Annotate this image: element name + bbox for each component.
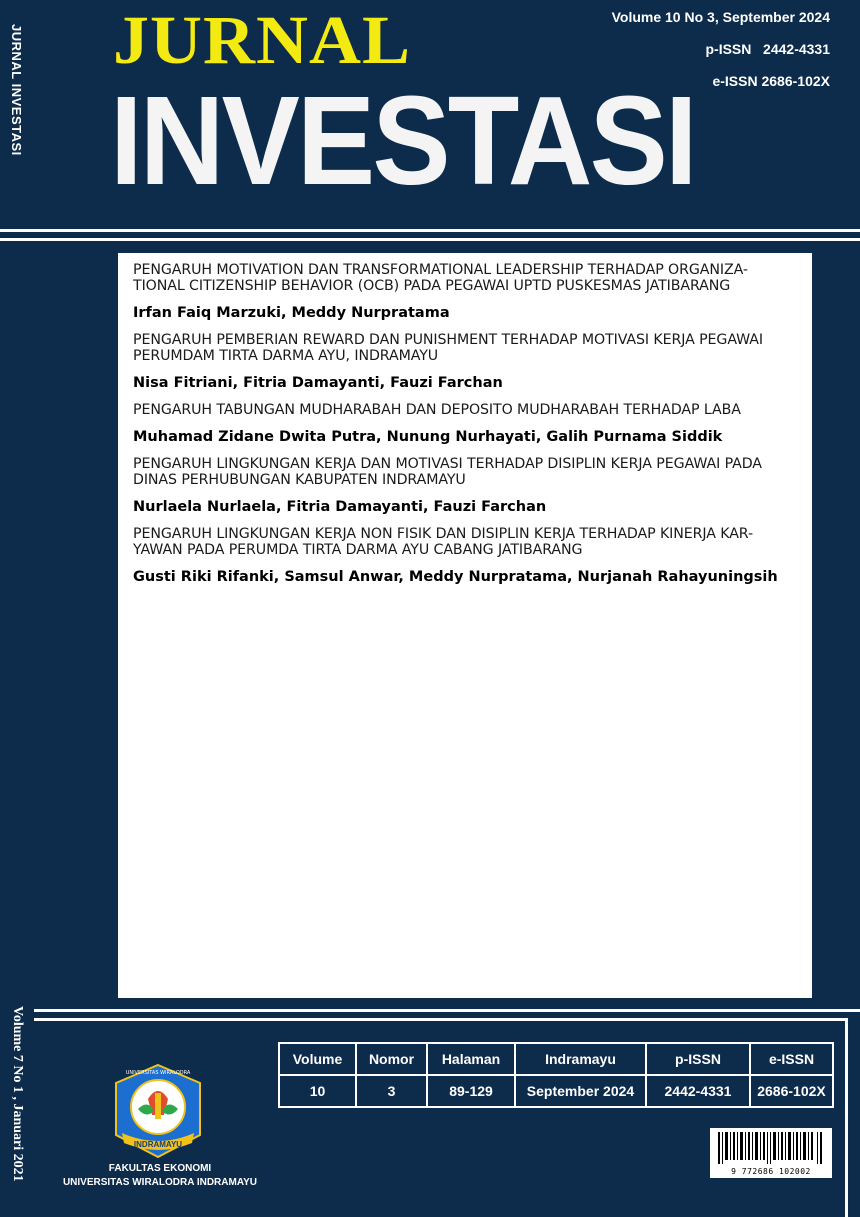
article-item	[133, 402, 798, 446]
table-header-cell: e-ISSN	[750, 1043, 833, 1075]
barcode-bars	[718, 1132, 824, 1164]
table-cell: September 2024	[515, 1075, 646, 1107]
issue-info-table	[278, 1042, 834, 1108]
contents-panel	[118, 253, 812, 998]
table-cell: 3	[356, 1075, 427, 1107]
article-authors: Nisa Fitriani, Fitria Damayanti, Fauzi Farchan	[133, 375, 503, 391]
article-authors: Muhamad Zidane Dwita Putra, Nunung Nurhayati, Galih Purnama Siddik	[133, 429, 723, 445]
table-row	[279, 1075, 833, 1107]
table-cell: 2442-4331	[646, 1075, 750, 1107]
table-cell: 10	[279, 1075, 356, 1107]
article-item	[133, 526, 798, 586]
footer-rule-bottom	[34, 1018, 848, 1021]
table-cell: 2686-102X	[750, 1075, 833, 1107]
table-header-cell: Indramayu	[515, 1043, 646, 1075]
header-rule-bottom	[0, 238, 860, 241]
article-authors: Nurlaela Nurlaela, Fitria Damayanti, Fauzi Farchan	[133, 499, 547, 515]
footer-rule-side	[845, 1018, 848, 1217]
article-authors: Irfan Faiq Marzuki, Meddy Nurpratama	[133, 305, 450, 321]
issue-label: Volume 10 No 3, September 2024	[611, 9, 830, 25]
logo-ring-text: UNIVERSITAS WIRALODRA	[125, 1070, 191, 1076]
header-rule-top	[0, 229, 860, 232]
article-item	[133, 262, 798, 322]
article-title: PENGARUH LINGKUNGAN KERJA DAN MOTIVASI TERHADAP DISIPLIN KERJA PEGAWAI PADA DINAS PERHUBUNGAN KABUPATEN INDRAMAYU	[133, 456, 762, 488]
article-list	[133, 262, 798, 596]
article-item	[133, 456, 798, 516]
journal-word-investasi: INVESTASI	[110, 70, 695, 211]
logo-ribbon-text: INDRAMAYU	[133, 1140, 183, 1149]
table-header-cell: Volume	[279, 1043, 356, 1075]
e-issn-label: e-ISSN 2686-102X	[712, 73, 830, 89]
table-header-cell: Nomor	[356, 1043, 427, 1075]
spine-title: JURNAL INVESTASI	[9, 24, 24, 156]
article-title: PENGARUH TABUNGAN MUDHARABAH DAN DEPOSITO MUDHARABAH TERHADAP LABA	[133, 402, 741, 418]
table-header-cell: p-ISSN	[646, 1043, 750, 1075]
article-title: PENGARUH MOTIVATION DAN TRANSFORMATIONAL LEADERSHIP TERHADAP ORGANIZA-TIONAL CITIZENSHIP BEHAVIOR (OCB) PADA PEGAWAI UPTD PUSKESMAS JATIBARANG	[133, 262, 748, 294]
university-logo	[108, 1063, 208, 1159]
footer-rule-top	[34, 1009, 860, 1012]
journal-word-jurnal: JURNAL	[113, 1, 412, 78]
spine-volume: Volume 7 No 1 , Januari 2021	[10, 1006, 25, 1182]
table-header-cell: Halaman	[427, 1043, 515, 1075]
table-cell: 89-129	[427, 1075, 515, 1107]
barcode	[710, 1128, 832, 1178]
article-title: PENGARUH LINGKUNGAN KERJA NON FISIK DAN DISIPLIN KERJA TERHADAP KINERJA KAR-YAWAN PADA PERUMDA TIRTA DARMA AYU CABANG JATIBARANG	[133, 526, 754, 558]
p-issn-label: p-ISSN 2442-4331	[705, 41, 830, 57]
faculty-label: FAKULTAS EKONOMI	[108, 1163, 212, 1174]
article-title: PENGARUH PEMBERIAN REWARD DAN PUNISHMENT TERHADAP MOTIVASI KERJA PEGAWAI PERUMDAM TIRTA DARMA AYU, INDRAMAYU	[133, 332, 763, 364]
table-header-row	[279, 1043, 833, 1075]
barcode-number: 9 772686 102002	[731, 1167, 811, 1176]
article-authors: Gusti Riki Rifanki, Samsul Anwar, Meddy Nurpratama, Nurjanah Rahayuningsih	[133, 569, 778, 585]
article-item	[133, 332, 798, 392]
university-label: UNIVERSITAS WIRALODRA INDRAMAYU	[62, 1177, 258, 1188]
